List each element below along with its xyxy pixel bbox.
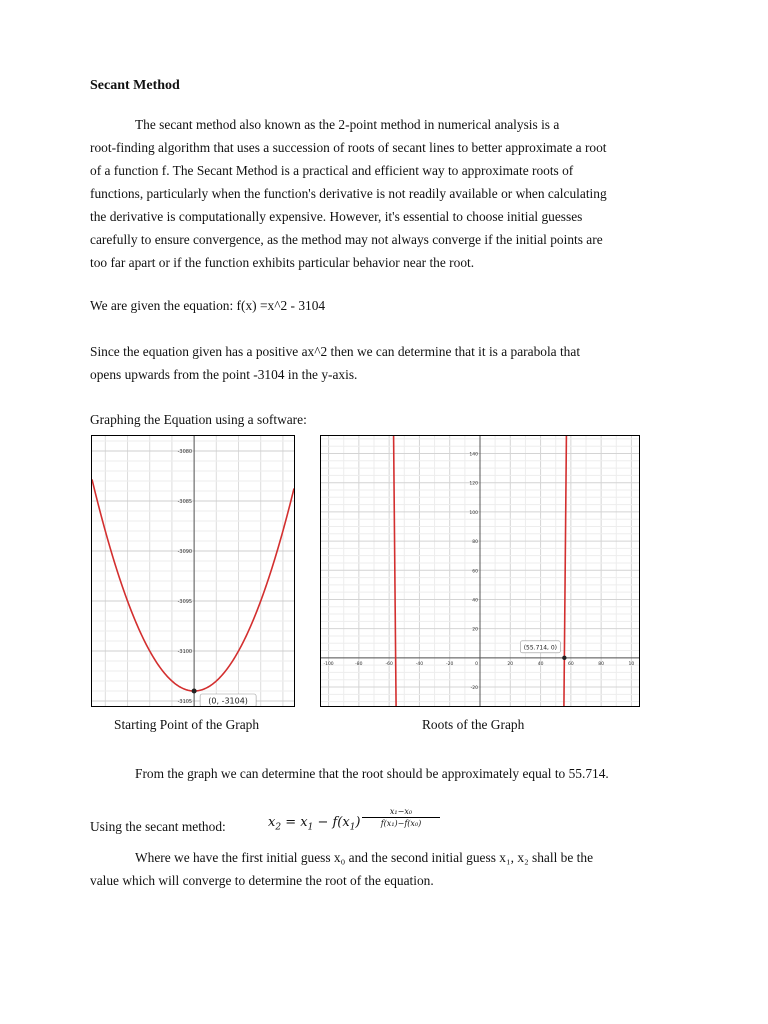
formula-minus: − f(x	[313, 815, 350, 830]
y-tick-label: 20	[472, 627, 478, 633]
formula-main: $x_2 = x_1 - f(x_1)$	[268, 815, 361, 833]
starting-point-chart-svg	[92, 436, 294, 706]
intro-line: root-finding algorithm that uses a succession of roots of secant lines to better approximate a root	[90, 140, 607, 155]
y-tick-label: 140	[469, 452, 478, 458]
left-chart-caption: Starting Point of the Graph	[114, 717, 260, 732]
formula-fraction	[362, 807, 440, 828]
explain-line: value which will converge to determine the root of the equation.	[90, 873, 434, 888]
right-chart-caption: Roots of the Graph	[422, 717, 525, 732]
y-tick-label: -3085	[177, 499, 193, 505]
section-heading: Secant Method	[90, 78, 180, 93]
starting-point-chart	[91, 435, 295, 707]
y-tick-label: -3100	[177, 649, 193, 655]
vertex-point	[192, 689, 197, 694]
roots-chart	[320, 435, 640, 707]
formula-denominator: f(x₁)−f(x₀)	[380, 819, 422, 828]
x-tick-label: -80	[355, 661, 363, 667]
x-tick-label: 10	[628, 661, 635, 667]
x-tick-label: -100	[323, 661, 334, 667]
explain-paragraph	[90, 846, 680, 892]
graphing-label	[90, 408, 680, 431]
root-point	[562, 656, 566, 660]
y-tick-label: 60	[472, 569, 478, 575]
intro-paragraph	[90, 113, 680, 274]
root-label: (55.714, 0)	[523, 644, 558, 652]
y-tick-label: -3105	[177, 699, 193, 705]
formula-rhs: = x	[281, 815, 308, 830]
intro-line: too far apart or if the function exhibits particular behavior near the root.	[90, 255, 475, 270]
y-tick-label: -3080	[177, 449, 193, 455]
y-tick-label: 100	[469, 510, 478, 516]
conclusion-paragraph	[90, 762, 680, 785]
x-tick-label: -40	[415, 661, 424, 667]
y-tick-label: -3095	[177, 599, 193, 605]
y-tick-label: -20	[470, 686, 478, 692]
y-tick-label: 40	[472, 598, 478, 604]
secant-label-text: Using the secant method:	[90, 819, 226, 834]
intro-line: functions, particularly when the function's derivative is not readily available or when calculating	[90, 186, 607, 201]
vertex-label: (0, -3104)	[208, 696, 248, 706]
y-tick-label: -3090	[177, 549, 193, 555]
formula-numerator: x₁−x₀	[362, 807, 440, 818]
x-tick-label: 40	[537, 661, 544, 667]
intro-line: carefully to ensure convergence, as the method may not always converge if the initial points are	[90, 232, 603, 247]
intro-line: The secant method also known as the 2-point method in numerical analysis is a	[135, 117, 560, 132]
graphing-line: Graphing the Equation using a software:	[90, 412, 307, 427]
intro-line: the derivative is computationally expensive. However, it's essential to choose initial guesses	[90, 209, 583, 224]
parabola-paragraph	[90, 340, 680, 386]
formula-lhs: x	[268, 815, 276, 830]
origin-label: 0	[475, 661, 478, 667]
conclusion-line: From the graph we can determine that the root should be approximately equal to 55.714.	[135, 766, 609, 781]
given-equation	[90, 294, 680, 317]
y-tick-label: 120	[469, 481, 478, 487]
x-tick-label: -20	[446, 661, 454, 667]
x-tick-label: 60	[567, 661, 574, 667]
secant-label	[90, 815, 260, 838]
roots-chart-svg	[321, 436, 639, 706]
intro-line: of a function f. The Secant Method is a practical and efficient way to approximate roots of	[90, 163, 574, 178]
x-tick-label: 20	[507, 661, 514, 667]
explain-line: Where we have the first initial guess x₀ and the second initial guess x₁, x₂ shall be the	[135, 850, 594, 865]
given-line: We are given the equation: f(x) =x^2 - 3104	[90, 298, 326, 313]
x-tick-label: 80	[598, 661, 605, 667]
x-tick-label: -60	[385, 661, 393, 667]
parabola-line: Since the equation given has a positive ax^2 then we can determine that it is a parabola that	[90, 344, 581, 359]
parabola-line: opens upwards from the point -3104 in the y-axis.	[90, 367, 358, 382]
y-tick-label: 80	[472, 540, 478, 546]
